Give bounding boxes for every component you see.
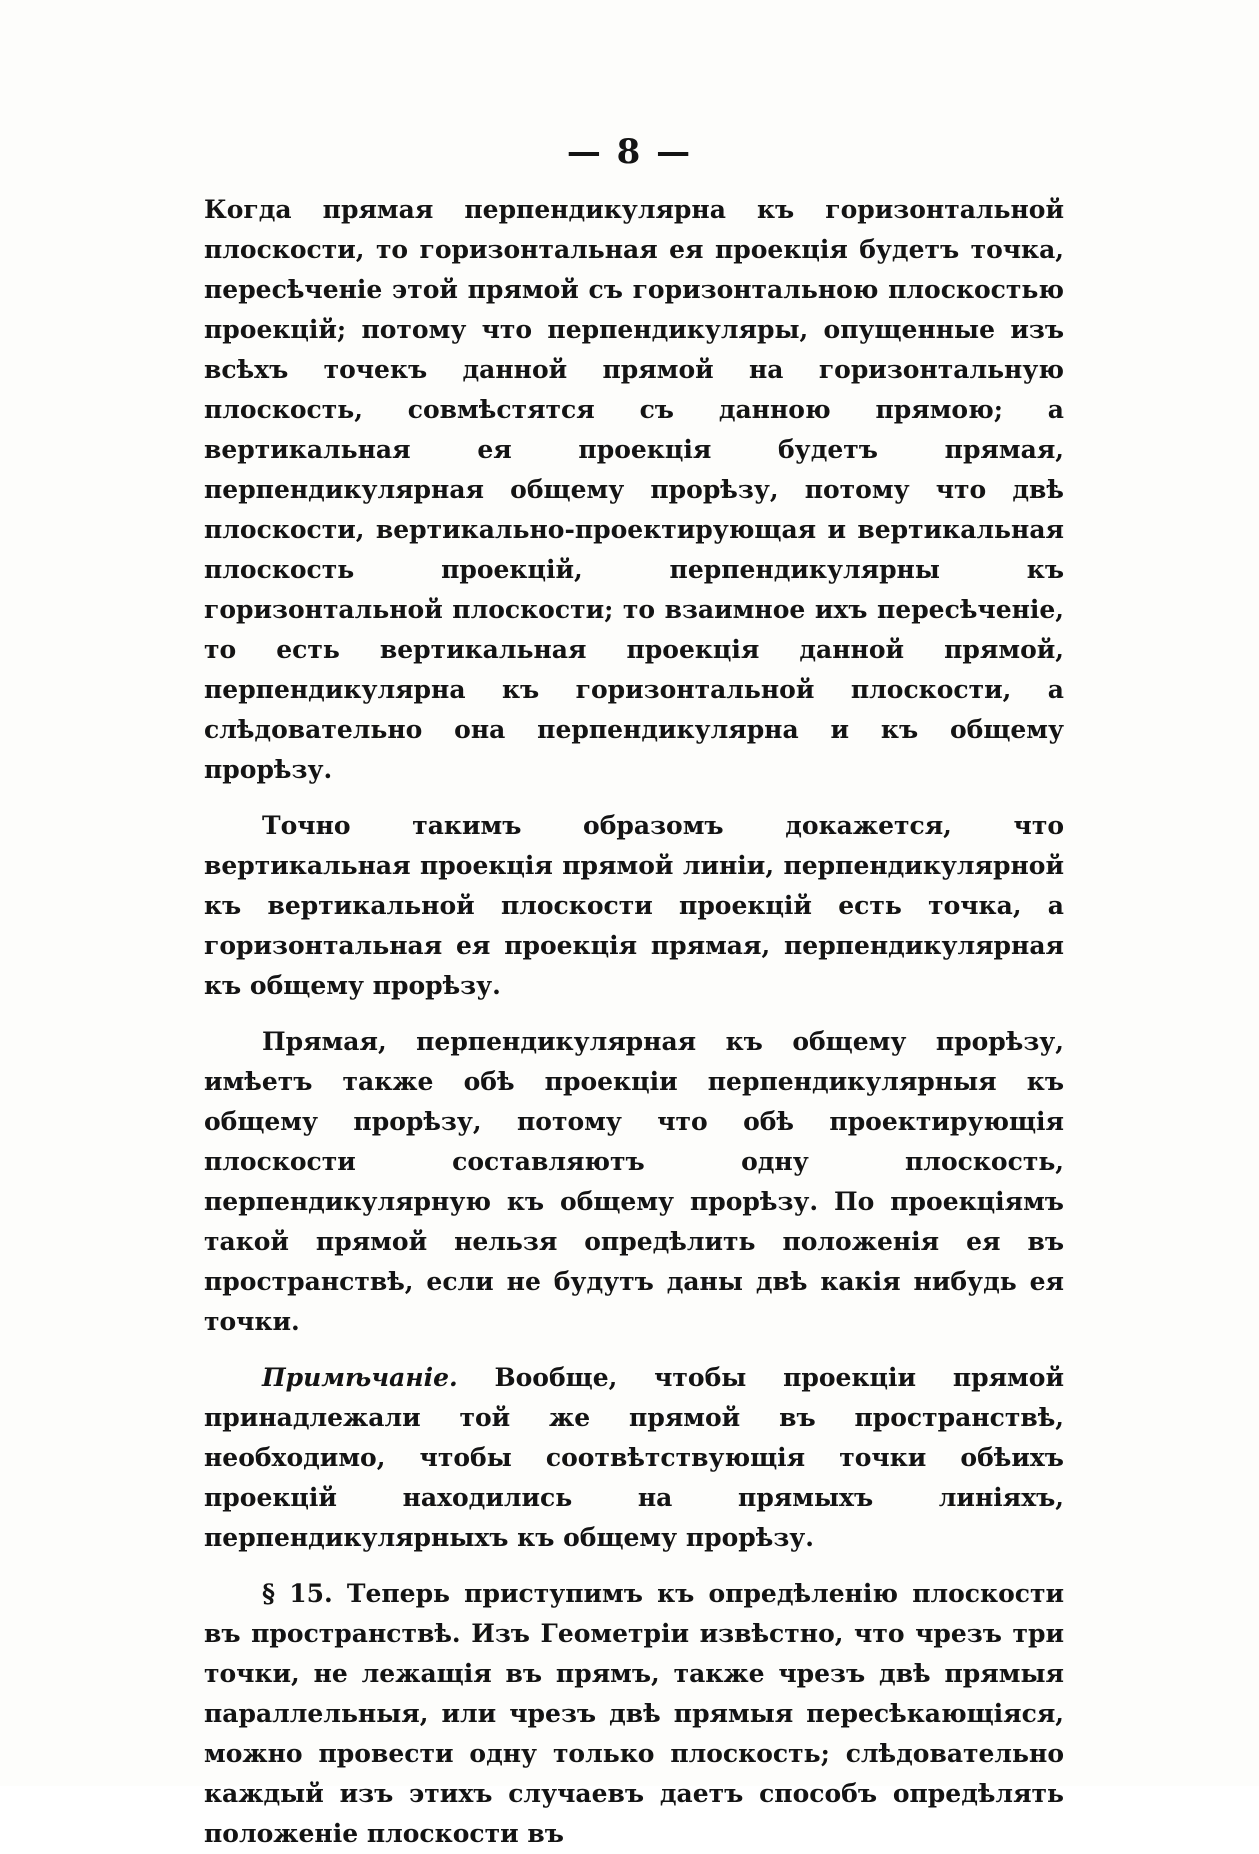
note-text: Вообще, чтобы проекціи прямой принадлежали той же прямой въ пространствѣ, необходимо, чтобы соотвѣтствующія точки обѣихъ проекцій находились на прямыхъ линіяхъ, перпендикулярныхъ къ общему прорѣзу. [204, 1363, 1064, 1552]
paragraph-note [204, 1358, 1064, 1558]
page-number: — 8 — [566, 132, 693, 172]
paragraph-section-15: § 15. Теперь приступимъ къ опредѣленію плоскости въ пространствѣ. Изъ Геометріи извѣстно, что чрезъ три точки, не лежащія въ прямъ, также чрезъ двѣ прямыя параллельныя, или чрезъ двѣ прямыя пересѣкающіяся, можно провести одну только плоскость; слѣдовательно каждый изъ этихъ случаевъ даетъ способъ опредѣлять положеніе плоскости въ [204, 1579, 1064, 1848]
paragraph-perpendicular-horizontal: Когда прямая перпендикулярна къ горизонтальной плоскости, то горизонтальная ея проекція будетъ точка, пересѣченіе этой прямой съ горизонтальною плоскостью проекцій; потому что перпендикуляры, опущенные изъ всѣхъ точекъ данной прямой на горизонтальную плоскость, совмѣстятся съ данною прямою; а вертикальная ея проекція будетъ прямая, перпендикулярная общему прорѣзу, потому что двѣ плоскости, вертикально-проектирующая и вертикальная плоскость проекцій, перпендикулярны къ горизонтальной плоскости; то взаимное ихъ пересѣченіе, то есть вертикальная проекція данной прямой, перпендикулярна къ горизонтальной плоскости, а слѣдовательно она перпендикулярна и къ общему прорѣзу. [204, 195, 1064, 784]
paragraph-perpendicular-cut: Прямая, перпендикулярная къ общему прорѣзу, имѣетъ также обѣ проекціи перпендикулярныя къ общему прорѣзу, потому что обѣ проектирующія плоскости составляютъ одну плоскость, перпендикулярную къ общему прорѣзу. По проекціямъ такой прямой нельзя опредѣлить положенія ея въ пространствѣ, если не будутъ даны двѣ какія нибудь ея точки. [204, 1027, 1064, 1336]
note-label: Примѣчаніе. [262, 1363, 458, 1392]
body-text [204, 190, 1064, 1854]
paragraph-perpendicular-vertical: Точно такимъ образомъ докажется, что вертикальная проекція прямой линіи, перпендикулярной къ вертикальной плоскости проекцій есть точка, а горизонтальная ея проекція прямая, перпендикулярная къ общему прорѣзу. [204, 811, 1064, 1000]
